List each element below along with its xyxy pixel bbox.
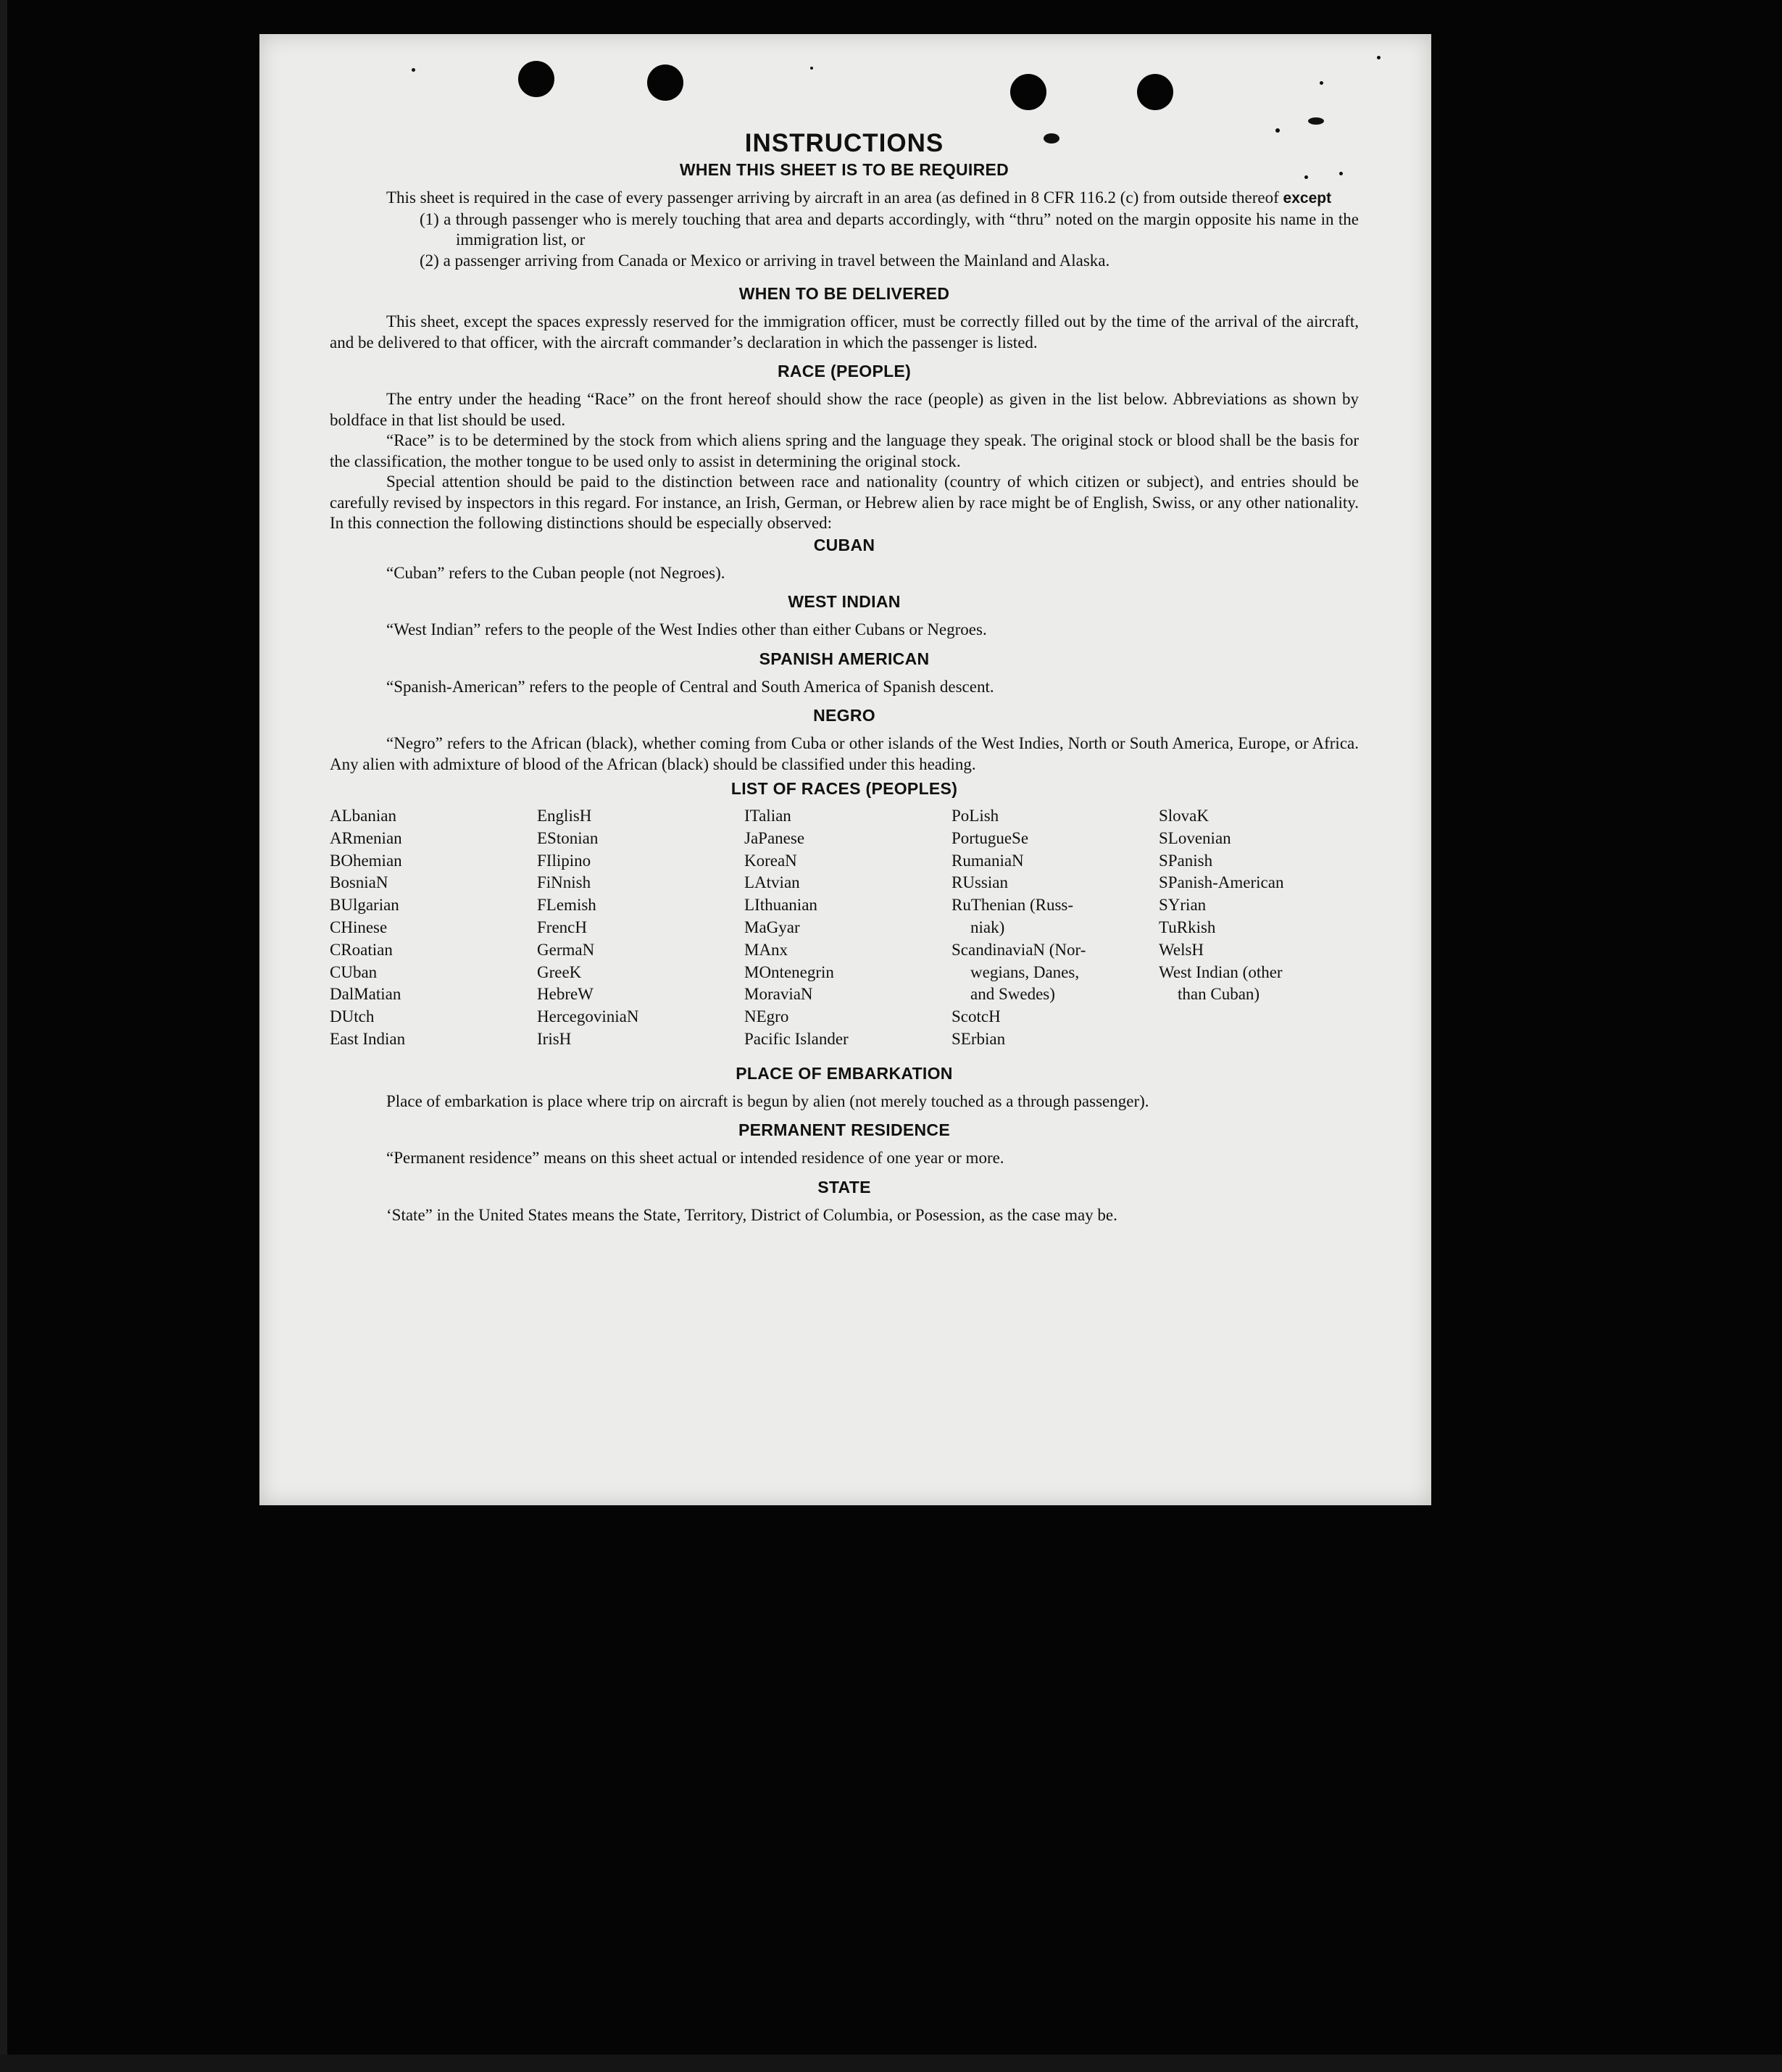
race-entry-continuation: than Cuban) [1178, 985, 1260, 1004]
race-entry: CUban [330, 962, 378, 981]
race-entry: KoreaN [744, 851, 797, 870]
heading-spanish-american: SPANISH AMERICAN [759, 649, 930, 668]
race-entry: BUlgarian [330, 896, 399, 915]
punch-hole [1137, 74, 1173, 110]
race-entry: SPanish [1159, 851, 1213, 870]
paragraph-cuban: “Cuban” refers to the Cuban people (not Negroes). [386, 563, 725, 582]
race-entry: JaPanese [744, 828, 805, 847]
race-entry: NEgro [744, 1007, 789, 1026]
race-entry: DalMatian [330, 985, 401, 1004]
race-entry: ARmenian [330, 828, 402, 847]
race-entry: ALbanian [330, 807, 396, 825]
race-entry: RumaniaN [952, 851, 1024, 870]
race-entry: BOhemian [330, 851, 402, 870]
punch-hole [1010, 74, 1046, 110]
paragraph-race-2: “Race” is to be determined by the stock from which aliens spring and the language they speak. The original stock or blood shall be the basis for the classification, the mother tongue to be used only to assist in determining the original stock. [330, 431, 1359, 470]
race-entry: DUtch [330, 1007, 375, 1026]
race-entry: SErbian [952, 1029, 1006, 1048]
race-entry: CRoatian [330, 940, 393, 959]
race-entry: SlovaK [1159, 807, 1209, 825]
race-entry: MaGyar [744, 918, 800, 936]
race-entry: ITalian [744, 807, 791, 825]
heading-state: STATE [817, 1177, 871, 1197]
heading-negro: NEGRO [813, 706, 875, 725]
race-entry: Pacific Islander [744, 1029, 849, 1048]
except-keyword: except [1283, 190, 1332, 207]
paragraph-race-1: The entry under the heading “Race” on the front hereof should show the race (people) as given in the list below. Abbreviations as shown by boldface in that list should be used. [330, 390, 1359, 429]
races-list [330, 805, 1359, 1051]
race-entry: EStonian [537, 828, 599, 847]
exception-item-1: (1) a through passenger who is merely touching that area and departs accordingly, with “thru” noted on the margin opposite his name in the immigration list, or [420, 209, 1359, 249]
paragraph-when-delivered: This sheet, except the spaces expressly reserved for the immigration officer, must be correctly filled out by the time of the arrival of the aircraft, and be delivered to that officer, with the aircraft commander’s declaration in which the passenger is listed. [330, 312, 1359, 351]
race-entry: HebreW [537, 985, 594, 1004]
race-entry: WelsH [1159, 940, 1204, 959]
heading-cuban: CUBAN [813, 535, 875, 554]
race-entry: GermaN [537, 940, 595, 959]
paragraph-race-3: Special attention should be paid to the distinction between race and nationality (country of which citizen or subject), and entries should be carefully revised by inspectors in this regard. For instance, an Irish, German, or Hebrew alien by race might be of English, Swiss, or any other nationality. In this connection the following distinctions should be especially observed: [330, 473, 1359, 532]
heading-when-delivered: WHEN TO BE DELIVERED [738, 284, 950, 303]
punch-hole [518, 61, 554, 97]
race-entry: SLovenian [1159, 828, 1231, 847]
race-entry: RUssian [952, 873, 1008, 892]
paragraph-spanish-american: “Spanish-American” refers to the people of Central and South America of Spanish descent. [386, 677, 994, 696]
race-entry: ScandinaviaN (Nor- [952, 940, 1086, 959]
race-entry: GreeK [537, 962, 582, 981]
race-entry: LAtvian [744, 873, 800, 892]
race-entry: SYrian [1159, 896, 1207, 915]
scan-border-left [0, 0, 7, 2072]
paragraph-negro: “Negro” refers to the African (black), whether coming from Cuba or other islands of the West Indies, North or South America, Europe, or Africa. Any alien with admixture of blood of the African (black) should be classified under this heading. [330, 734, 1359, 773]
race-entry: West Indian (other [1159, 962, 1283, 981]
race-entry: MAnx [744, 940, 788, 959]
race-entry: MOntenegrin [744, 962, 834, 981]
heading-west-indian: WEST INDIAN [788, 592, 901, 611]
race-entry: TuRkish [1159, 918, 1216, 936]
races-column-4 [952, 805, 1159, 1051]
race-entry: FLemish [537, 896, 596, 915]
heading-when-required: WHEN THIS SHEET IS TO BE REQUIRED [679, 160, 1009, 179]
race-entry: MoraviaN [744, 985, 813, 1004]
paragraph-when-required [330, 188, 1359, 209]
race-entry-continuation: and Swedes) [970, 985, 1055, 1004]
paragraph-place-of-embarkation: Place of embarkation is place where trip on aircraft is begun by alien (not merely touched as a through passenger). [386, 1091, 1149, 1110]
ink-speck [1308, 117, 1324, 125]
ink-speck [1377, 56, 1381, 59]
race-entry: FrencH [537, 918, 587, 936]
ink-speck [1320, 81, 1323, 85]
race-entry: RuThenian (Russ- [952, 896, 1074, 915]
races-column-5 [1159, 805, 1366, 1051]
race-entry: LIthuanian [744, 896, 817, 915]
race-entry-continuation: niak) [970, 918, 1005, 936]
scan-border-bottom [0, 2055, 1782, 2072]
race-entry: PortugueSe [952, 828, 1029, 847]
exception-item-2: (2) a passenger arriving from Canada or Mexico or arriving in travel between the Mainland and Alaska. [420, 251, 1110, 270]
races-column-3 [744, 805, 952, 1051]
punch-hole [647, 65, 683, 101]
race-entry: EnglisH [537, 807, 592, 825]
paragraph-west-indian: “West Indian” refers to the people of the West Indies other than either Cubans or Negroes. [386, 620, 987, 638]
race-entry: FiNnish [537, 873, 591, 892]
ink-speck [810, 67, 813, 70]
heading-permanent-residence: PERMANENT RESIDENCE [738, 1120, 950, 1140]
race-entry: PoLish [952, 807, 999, 825]
heading-list-of-races: LIST OF RACES (PEOPLES) [730, 779, 958, 798]
race-entry: ScotcH [952, 1007, 1001, 1026]
races-column-2 [537, 805, 744, 1051]
heading-race: RACE (PEOPLE) [777, 362, 912, 380]
race-entry: CHinese [330, 918, 388, 936]
races-column-1 [330, 805, 537, 1051]
paragraph-state: ‘State” in the United States means the State, Territory, District of Columbia, or Posession, as the case may be. [386, 1205, 1117, 1224]
race-entry: BosniaN [330, 873, 388, 892]
page-title: INSTRUCTIONS [744, 129, 944, 157]
race-entry: HercegoviniaN [537, 1007, 639, 1026]
document-page [259, 34, 1431, 1505]
race-entry: East Indian [330, 1029, 406, 1048]
ink-speck [412, 68, 415, 72]
race-entry: IrisH [537, 1029, 572, 1048]
heading-place-of-embarkation: PLACE OF EMBARKATION [736, 1063, 953, 1083]
race-entry: FIlipino [537, 851, 591, 870]
paragraph-permanent-residence: “Permanent residence” means on this sheet actual or intended residence of one year or more. [386, 1149, 1004, 1168]
race-entry-continuation: wegians, Danes, [970, 962, 1080, 981]
when-required-intro: This sheet is required in the case of every passenger arriving by aircraft in an area (as defined in 8 CFR 116.2 (c) from outside thereof [386, 188, 1283, 207]
instructions-content [330, 128, 1359, 1226]
race-entry: SPanish-American [1159, 873, 1284, 892]
